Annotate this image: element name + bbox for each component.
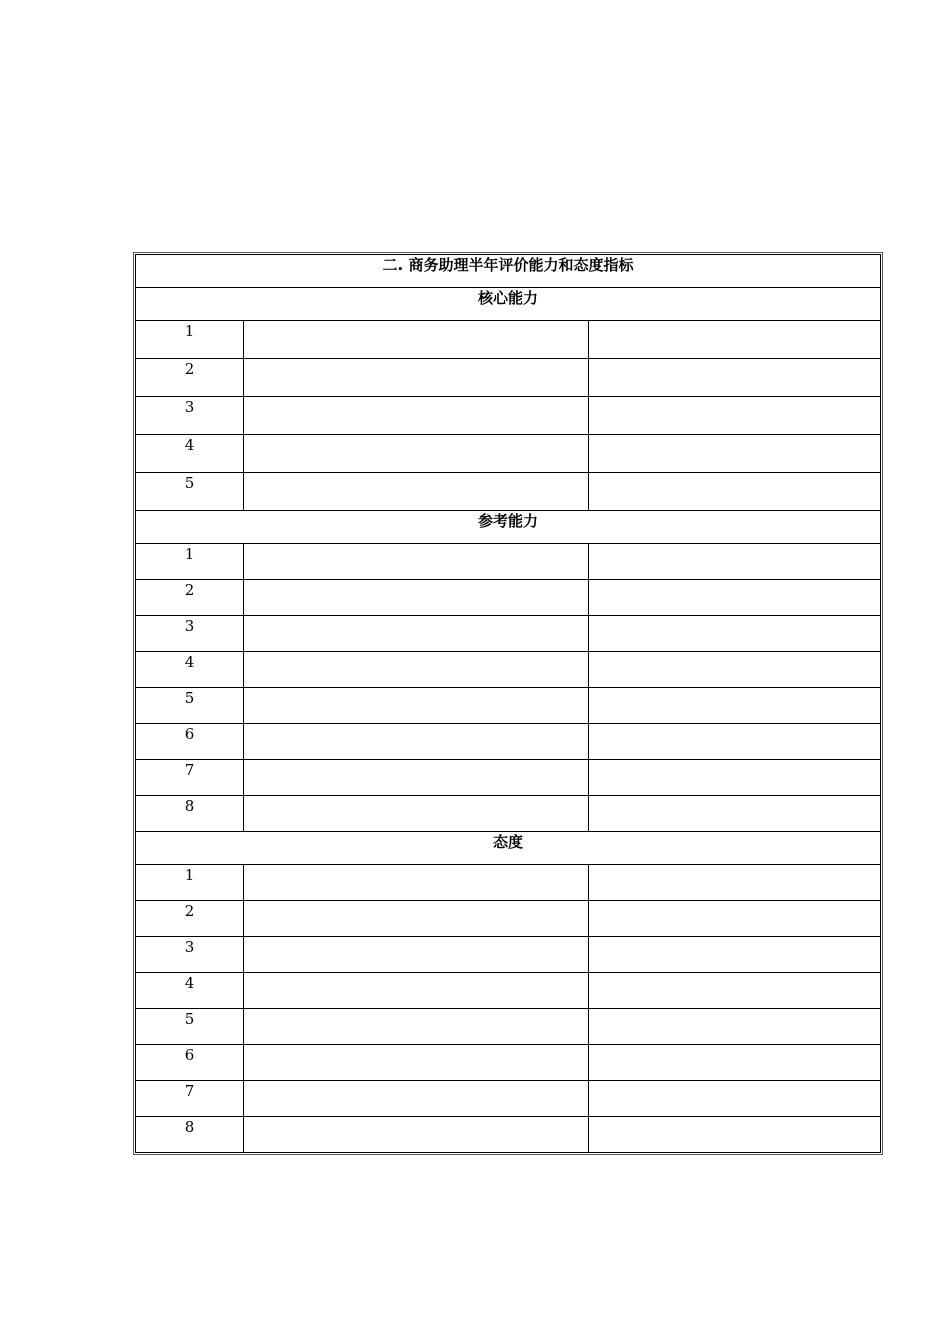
table-row <box>136 796 881 832</box>
row-number: 1 <box>136 544 244 580</box>
evaluation-cell[interactable] <box>589 688 881 724</box>
section-header-row <box>136 288 881 321</box>
table-row <box>136 321 881 359</box>
table-row <box>136 1045 881 1081</box>
evaluation-cell[interactable] <box>589 760 881 796</box>
criteria-cell[interactable] <box>244 473 589 511</box>
table-row <box>136 1009 881 1045</box>
row-number: 2 <box>136 901 244 937</box>
evaluation-cell[interactable] <box>589 580 881 616</box>
evaluation-cell[interactable] <box>589 1045 881 1081</box>
table-row <box>136 652 881 688</box>
section-header-row <box>136 511 881 544</box>
table-row <box>136 865 881 901</box>
evaluation-form <box>133 252 883 1155</box>
row-number: 3 <box>136 937 244 973</box>
row-number: 7 <box>136 1081 244 1117</box>
criteria-cell[interactable] <box>244 973 589 1009</box>
criteria-cell[interactable] <box>244 321 589 359</box>
evaluation-cell[interactable] <box>589 937 881 973</box>
evaluation-cell[interactable] <box>589 616 881 652</box>
row-number: 4 <box>136 973 244 1009</box>
row-number: 2 <box>136 580 244 616</box>
evaluation-cell[interactable] <box>589 435 881 473</box>
criteria-cell[interactable] <box>244 359 589 397</box>
section-title-attitude: 态度 <box>136 832 881 865</box>
table-row <box>136 1117 881 1153</box>
criteria-cell[interactable] <box>244 796 589 832</box>
criteria-cell[interactable] <box>244 435 589 473</box>
table-row <box>136 473 881 511</box>
row-number: 1 <box>136 865 244 901</box>
criteria-cell[interactable] <box>244 724 589 760</box>
table-row <box>136 937 881 973</box>
criteria-cell[interactable] <box>244 1045 589 1081</box>
table-row <box>136 1081 881 1117</box>
row-number: 8 <box>136 796 244 832</box>
table-title: 二. 商务助理半年评价能力和态度指标 <box>136 255 881 288</box>
evaluation-cell[interactable] <box>589 359 881 397</box>
section-title-reference: 参考能力 <box>136 511 881 544</box>
criteria-cell[interactable] <box>244 1117 589 1153</box>
table-row <box>136 435 881 473</box>
table-row <box>136 580 881 616</box>
evaluation-cell[interactable] <box>589 724 881 760</box>
section-title-core: 核心能力 <box>136 288 881 321</box>
row-number: 6 <box>136 1045 244 1081</box>
criteria-cell[interactable] <box>244 616 589 652</box>
evaluation-cell[interactable] <box>589 973 881 1009</box>
row-number: 6 <box>136 724 244 760</box>
table-row <box>136 544 881 580</box>
table-row <box>136 359 881 397</box>
table-row <box>136 724 881 760</box>
evaluation-cell[interactable] <box>589 796 881 832</box>
evaluation-cell[interactable] <box>589 321 881 359</box>
table-row <box>136 901 881 937</box>
table-row <box>136 397 881 435</box>
criteria-cell[interactable] <box>244 688 589 724</box>
table-row <box>136 688 881 724</box>
criteria-cell[interactable] <box>244 1081 589 1117</box>
row-number: 3 <box>136 397 244 435</box>
evaluation-cell[interactable] <box>589 901 881 937</box>
evaluation-cell[interactable] <box>589 1009 881 1045</box>
table-row <box>136 973 881 1009</box>
row-number: 2 <box>136 359 244 397</box>
criteria-cell[interactable] <box>244 580 589 616</box>
row-number: 1 <box>136 321 244 359</box>
title-row <box>136 255 881 288</box>
table-row <box>136 760 881 796</box>
row-number: 5 <box>136 473 244 511</box>
criteria-cell[interactable] <box>244 652 589 688</box>
criteria-cell[interactable] <box>244 544 589 580</box>
row-number: 5 <box>136 688 244 724</box>
row-number: 7 <box>136 760 244 796</box>
criteria-cell[interactable] <box>244 760 589 796</box>
criteria-cell[interactable] <box>244 397 589 435</box>
evaluation-cell[interactable] <box>589 652 881 688</box>
evaluation-cell[interactable] <box>589 397 881 435</box>
criteria-cell[interactable] <box>244 865 589 901</box>
row-number: 8 <box>136 1117 244 1153</box>
row-number: 4 <box>136 652 244 688</box>
evaluation-cell[interactable] <box>589 544 881 580</box>
row-number: 4 <box>136 435 244 473</box>
table-row <box>136 616 881 652</box>
criteria-cell[interactable] <box>244 937 589 973</box>
evaluation-table <box>135 254 881 1153</box>
evaluation-cell[interactable] <box>589 1117 881 1153</box>
criteria-cell[interactable] <box>244 901 589 937</box>
row-number: 5 <box>136 1009 244 1045</box>
evaluation-cell[interactable] <box>589 473 881 511</box>
row-number: 3 <box>136 616 244 652</box>
section-header-row <box>136 832 881 865</box>
evaluation-cell[interactable] <box>589 865 881 901</box>
evaluation-cell[interactable] <box>589 1081 881 1117</box>
criteria-cell[interactable] <box>244 1009 589 1045</box>
